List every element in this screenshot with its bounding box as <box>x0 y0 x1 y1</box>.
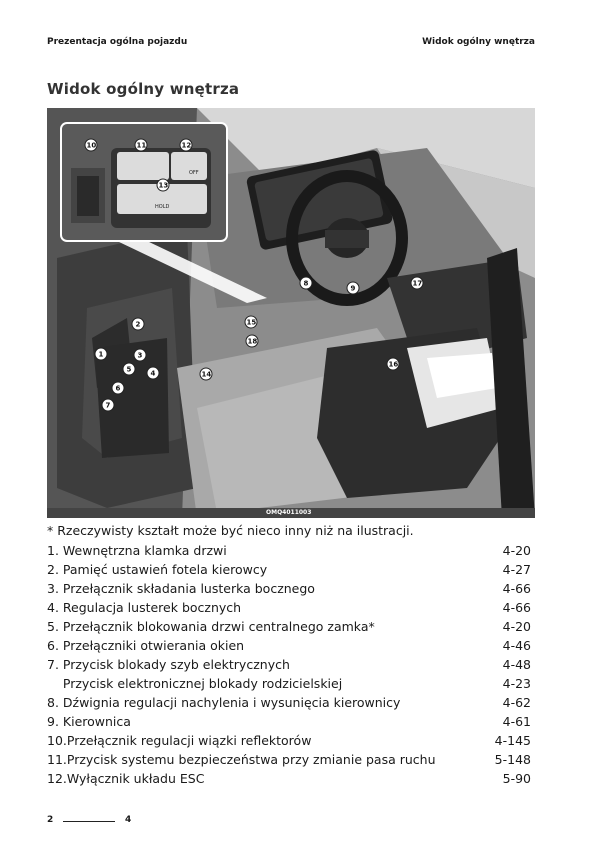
callout-10 <box>85 139 97 151</box>
item-page: 4-20 <box>502 619 531 634</box>
footer-page-number: 4 <box>125 815 132 825</box>
item-page: 4-23 <box>502 676 531 691</box>
callout-1 <box>95 348 107 360</box>
item-label: 3. Przełącznik składania lusterka bocznego <box>47 581 315 596</box>
svg-text:8: 8 <box>303 279 309 288</box>
callout-11 <box>135 139 147 151</box>
item-page: 4-66 <box>502 581 531 596</box>
callout-7 <box>102 399 114 411</box>
callout-5 <box>123 363 135 375</box>
list-item <box>47 693 531 712</box>
illustration-note: * Rzeczywisty kształt może być nieco inny niż na ilustracji. <box>47 523 414 538</box>
item-page: 4-27 <box>502 562 531 577</box>
item-page: 5-90 <box>502 771 531 786</box>
callout-13 <box>157 179 169 191</box>
item-list <box>47 541 531 788</box>
item-label: Przycisk elektronicznej blokady rodzicielskiej <box>47 676 343 691</box>
svg-text:16: 16 <box>388 360 399 369</box>
svg-text:14: 14 <box>201 370 212 379</box>
callout-18 <box>246 335 258 347</box>
list-item <box>47 636 531 655</box>
svg-text:9: 9 <box>350 284 356 293</box>
list-item <box>47 750 531 769</box>
callout-17 <box>411 277 423 289</box>
svg-text:2: 2 <box>135 320 141 329</box>
figure-caption-bar <box>47 508 535 518</box>
svg-text:17: 17 <box>412 279 423 288</box>
off-label: OFF <box>189 170 199 176</box>
interior-illustration <box>47 108 535 518</box>
item-label: 7. Przycisk blokady szyb elektrycznych <box>47 657 290 672</box>
header-section: Widok ogólny wnętrza <box>422 37 535 47</box>
item-label: 10.Przełącznik regulacji wiązki reflektorów <box>47 733 312 748</box>
svg-text:10: 10 <box>86 141 97 150</box>
callout-12 <box>180 139 192 151</box>
list-item <box>47 541 531 560</box>
callout-4 <box>147 367 159 379</box>
item-page: 4-61 <box>502 714 531 729</box>
item-page: 4-46 <box>502 638 531 653</box>
svg-text:15: 15 <box>246 318 257 327</box>
item-label: 11.Przycisk systemu bezpieczeństwa przy zmianie pasa ruchu <box>47 752 436 767</box>
header-chapter: Prezentacja ogólna pojazdu <box>47 37 188 47</box>
list-item <box>47 617 531 636</box>
item-page: 4-48 <box>502 657 531 672</box>
callout-15 <box>245 316 257 328</box>
item-page: 4-66 <box>502 600 531 615</box>
callout-6 <box>112 382 124 394</box>
svg-text:11: 11 <box>136 141 147 150</box>
svg-text:3: 3 <box>137 351 143 360</box>
list-item <box>47 731 531 750</box>
item-label: 1. Wewnętrzna klamka drzwi <box>47 543 227 558</box>
item-page: 4-62 <box>502 695 531 710</box>
footer-section-number: 2 <box>47 815 54 825</box>
item-label: 6. Przełączniki otwierania okien <box>47 638 245 653</box>
list-item <box>47 579 531 598</box>
svg-text:12: 12 <box>181 141 192 150</box>
list-item <box>47 655 531 674</box>
footer-divider <box>63 821 115 822</box>
item-label: 8. Dźwignia regulacji nachylenia i wysunięcia kierownicy <box>47 695 401 710</box>
svg-text:4: 4 <box>150 369 156 378</box>
callout-9 <box>347 282 359 294</box>
callout-3 <box>134 349 146 361</box>
list-item <box>47 769 531 788</box>
item-page: 5-148 <box>494 752 531 767</box>
callout-16 <box>387 358 399 370</box>
page-title: Widok ogólny wnętrza <box>47 80 240 98</box>
svg-text:18: 18 <box>247 337 258 346</box>
list-item <box>47 712 531 731</box>
svg-text:6: 6 <box>115 384 121 393</box>
item-label: 12.Wyłącznik układu ESC <box>47 771 205 786</box>
item-label: 2. Pamięć ustawień fotela kierowcy <box>47 562 268 577</box>
list-item <box>47 560 531 579</box>
svg-text:5: 5 <box>126 365 132 374</box>
item-label: 4. Regulacja lusterek bocznych <box>47 600 242 615</box>
hold-label: HOLD <box>155 204 170 210</box>
callout-2 <box>132 318 144 330</box>
item-label: 5. Przełącznik blokowania drzwi centralnego zamka* <box>47 619 375 634</box>
item-page: 4-20 <box>502 543 531 558</box>
item-label: 9. Kierownica <box>47 714 131 729</box>
callout-8 <box>300 277 312 289</box>
svg-text:13: 13 <box>158 181 169 190</box>
figure-code: OMQ4011003 <box>266 509 312 516</box>
callout-14 <box>200 368 212 380</box>
list-item <box>47 674 531 693</box>
item-page: 4-145 <box>494 733 531 748</box>
svg-text:1: 1 <box>98 350 104 359</box>
list-item <box>47 598 531 617</box>
svg-text:7: 7 <box>105 401 111 410</box>
